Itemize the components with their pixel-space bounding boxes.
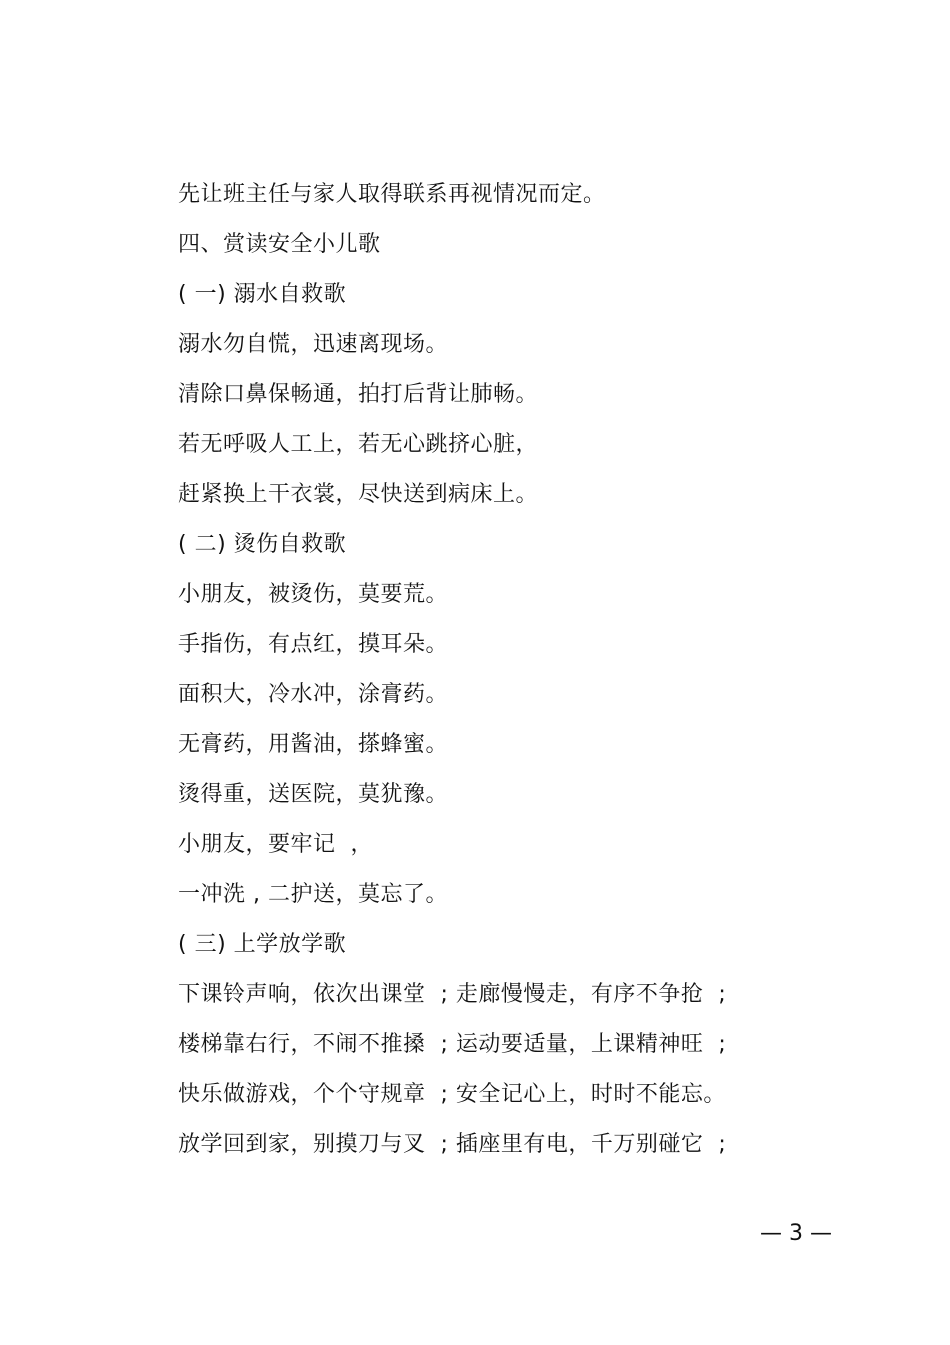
section-heading: 四、赏读安全小儿歌 bbox=[178, 232, 381, 257]
text-line: 放学回到家，别摸刀与叉 ; 插座里有电，千万别碰它 ; bbox=[178, 1132, 727, 1157]
text-line: 烫得重，送医院，莫犹豫。 bbox=[178, 782, 449, 807]
text-line: 小朋友，被烫伤，莫要荒。 bbox=[178, 582, 449, 607]
text-line: 若无呼吸人工上，若无心跳挤心脏， bbox=[178, 432, 539, 457]
text-line: 清除口鼻保畅通，拍打后背让肺畅。 bbox=[178, 382, 539, 407]
text-line: 先让班主任与家人取得联系再视情况而定。 bbox=[178, 182, 606, 207]
text-line: 小朋友，要牢记 ， bbox=[178, 832, 373, 857]
subsection-heading: ( 二) 烫伤自救歌 bbox=[178, 532, 347, 557]
text-line: 赶紧换上干衣裳，尽快送到病床上。 bbox=[178, 482, 539, 507]
text-line: 面积大，冷水冲，涂膏药。 bbox=[178, 682, 449, 707]
text-line: 手指伤，有点红，摸耳朵。 bbox=[178, 632, 449, 657]
subsection-heading: ( 一) 溺水自救歌 bbox=[178, 282, 347, 307]
text-line: 无膏药，用酱油，搽蜂蜜。 bbox=[178, 732, 449, 757]
page-number: — 3 — bbox=[760, 1221, 832, 1246]
text-line: 快乐做游戏，个个守规章 ; 安全记心上，时时不能忘。 bbox=[178, 1082, 726, 1107]
subsection-heading: ( 三) 上学放学歌 bbox=[178, 932, 347, 957]
document-body bbox=[178, 170, 878, 1170]
text-line: 一冲洗 , 二护送，莫忘了。 bbox=[178, 882, 448, 907]
text-line: 下课铃声响，依次出课堂 ; 走廊慢慢走，有序不争抢 ; bbox=[178, 982, 727, 1007]
text-line: 楼梯靠右行，不闹不推搡 ; 运动要适量，上课精神旺 ; bbox=[178, 1032, 727, 1057]
text-line: 溺水勿自慌，迅速离现场。 bbox=[178, 332, 449, 357]
